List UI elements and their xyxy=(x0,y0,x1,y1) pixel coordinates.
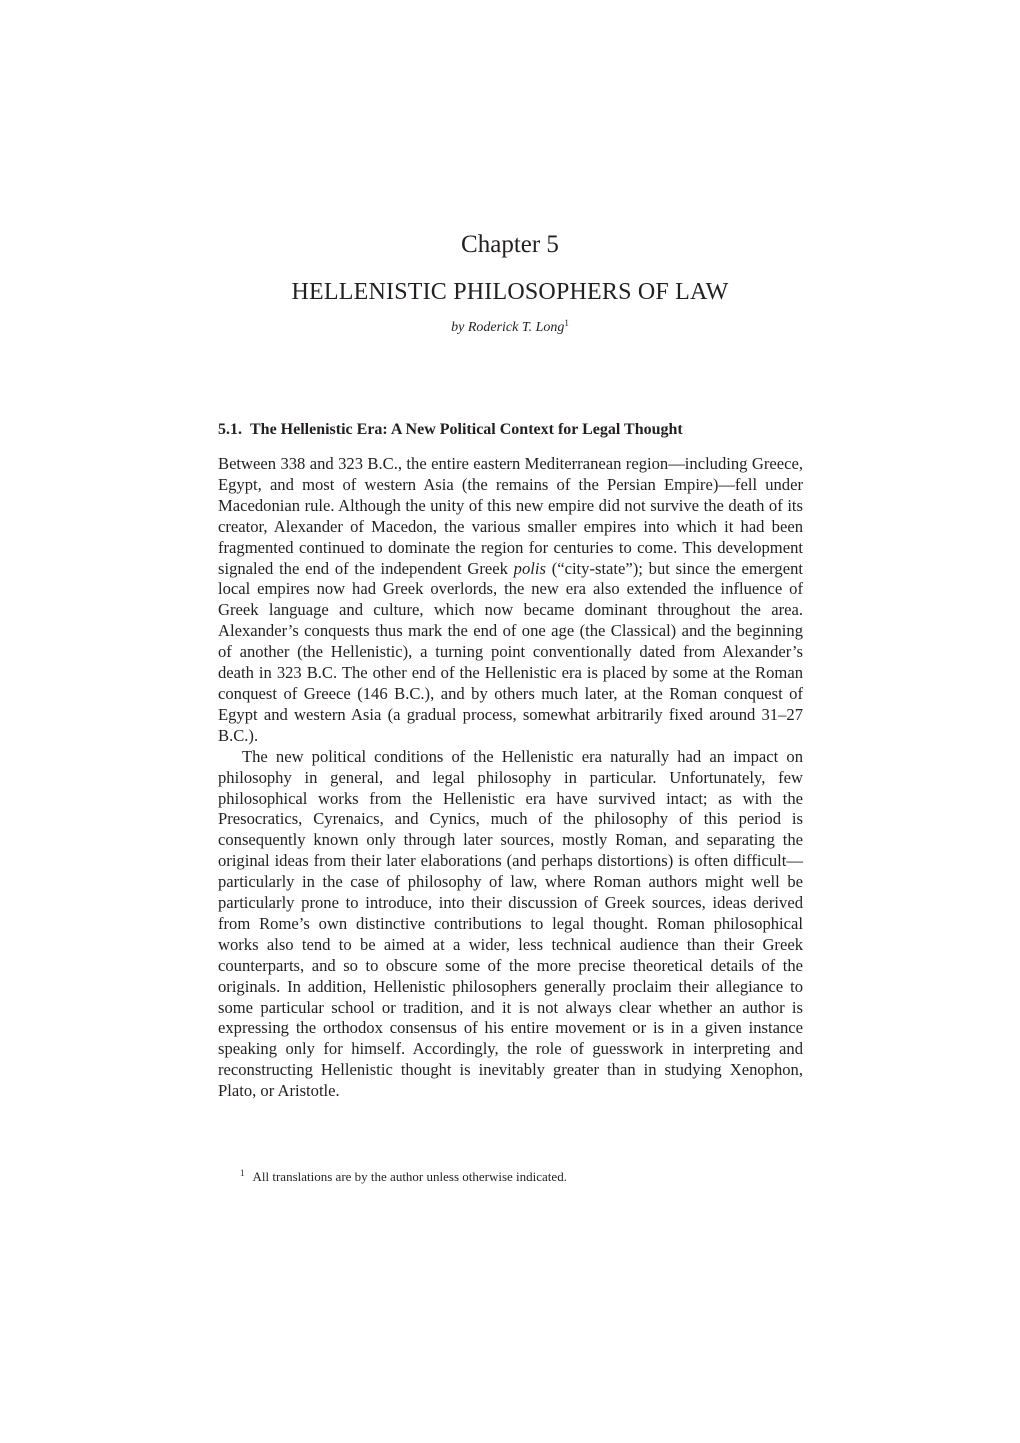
footnote-reference[interactable]: 1 xyxy=(564,318,569,328)
chapter-byline xyxy=(0,318,1020,338)
paragraph-1-text-b: (“city-state”); but since the emergent local empires now had Greek overlords, the new era also extended the influence of Greek language and culture, which now became dominant throughout the area. Alexander’s conquests thus mark the end of one age (the Classical) and the beginning of another (the Hellenistic), a turning point conventionally dated from Alexander’s death in 323 B.C. The other end of the Hellenistic era is placed by some at the Roman conquest of Greece (146 B.C.), and by others much later, at the Roman conquest of Egypt and western Asia (a gradual process, somewhat arbitrarily fixed around 31–27 B.C.). xyxy=(218,558,803,745)
footnote-text: All translations are by the author unless otherwise indicated. xyxy=(252,1169,567,1184)
section-title: The Hellenistic Era: A New Political Context for Legal Thought xyxy=(250,421,683,438)
paragraph-1 xyxy=(218,454,803,747)
chapter-number: Chapter 5 xyxy=(461,231,559,258)
chapter-title: HELLENISTIC PHILOSOPHERS OF LAW xyxy=(291,279,729,305)
section-number: 5.1. xyxy=(218,421,242,438)
section-heading xyxy=(218,419,803,441)
paragraph-2: The new political conditions of the Hellenistic era naturally had an impact on philosophy in general, and legal philosophy in particular. Unfortunately, few philosophical works from the Hellenistic era have survived intact; as with the Presocratics, Cyrenaics, and Cynics, much of the philosophy of this period is consequently known only through later sources, mostly Roman, and separating the original ideas from their later elaborations (and perhaps distortions) is often difficult—particularly in the case of philosophy of law, where Roman authors might well be particularly prone to introduce, into their discussion of Greek sources, ideas derived from Rome’s own distinctive contributions to legal thought. Roman philosophical works also tend to be aimed at a wider, less technical audience than their Greek counterparts, and so to obscure some of the more precise theoretical details of the originals. In addition, Hellenistic philosophers generally proclaim their allegiance to some particular school or tradition, and it is not always clear whether an author is expressing the orthodox consensus of his entire movement or is in a given instance speaking only for himself. Accordingly, the role of guesswork in interpreting and reconstructing Hellenistic thought is inevitably greater than in studying Xenophon, Plato, or Aristotle. xyxy=(218,746,803,1101)
italic-term: polis xyxy=(513,558,546,578)
paragraph-1-text-a: Between 338 and 323 B.C., the entire eastern Mediterranean region—including Greece, Egypt, and most of western Asia (the remains of the Persian Empire)—fell under Macedonian rule. Although the unity of this new empire did not survive the death of its creator, Alexander of Macedon, the various smaller empires into which it had been fragmented continued to dominate the region for centuries to come. This development signaled the end of the independent Greek xyxy=(218,454,803,578)
body-text xyxy=(218,454,803,1102)
footnote xyxy=(240,1168,803,1186)
footnote-mark: 1 xyxy=(240,1168,245,1178)
author-name: by Roderick T. Long xyxy=(451,320,565,335)
